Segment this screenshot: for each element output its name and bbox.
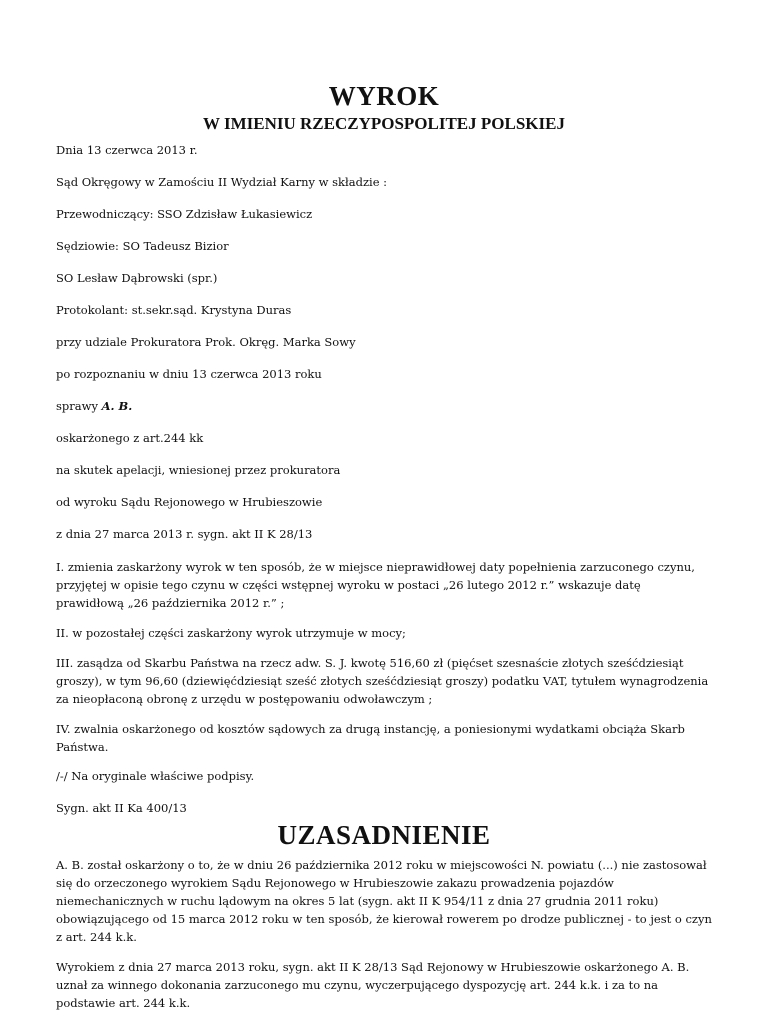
ruling-iv: IV. zwalnia oskarżonego od kosztów sądowych za drugą instancję, a poniesionymi wydatkami obciąża Skarb Państwa. [56,722,685,754]
judges: Sędziowie: SO Tadeusz Bizior [56,239,229,253]
judgment-date: Dnia 13 czerwca 2013 r. [56,143,198,157]
accused-name: A. B. [101,399,133,413]
case-prefix: sprawy [56,399,102,413]
charge: oskarżonego z art.244 kk [56,431,204,445]
ruling-i: I. zmienia zaskarżony wyrok w ten sposób, że w miejsce nieprawidłowej daty popełnienia zarzuconego czynu, przyjętej w opisie tego czynu w części wstępnej wyroku w postaci „26 lutego 2012 r.” wskazuje datę prawidłową „26 października 2012 r.” ; [56,560,695,610]
document-title: WYROK [328,81,440,111]
justification-paragraph-2: Wyrokiem z dnia 27 marca 2013 roku, sygn. akt II K 28/13 Sąd Rejonowy w Hrubieszowie oskarżonego A. B. uznał za winnego dokonania zarzuconego mu czynu, wyczerpującego dyspozycję art. 244 k.k. i za to na podstawie art. 244 k.k. [56,960,690,1010]
ruling-ii: II. w pozostałej części zaskarżony wyrok utrzymuje w mocy; [56,626,406,640]
lower-court: od wyroku Sądu Rejonowego w Hrubieszowie [56,495,323,509]
justification-paragraph-1: A. B. został oskarżony o to, że w dniu 26 października 2012 roku w miejscowości N. powiatu (...) nie zastosował się do orzeczonego wyrokiem Sądu Rejonowego w Hrubieszowie zakazu prowadzenia pojazdów niemechanicznych w ruchu lądowym na okres 5 lat (sygn. akt II K 954/11 z dnia 27 grudnia 2011 roku) obowiązującego od 15 marca 2012 roku w ten sposób, że kierował rowerem po drodze publicznej - to jest o czyn z art. 244 k.k. [56,858,712,944]
court-clerk: Protokolant: st.sekr.sąd. Krystyna Duras [56,303,292,317]
ruling-iii: III. zasądza od Skarbu Państwa na rzecz adw. S. J. kwotę 516,60 zł (pięćset szesnaście złotych sześćdziesiąt groszy), w tym 96,60 (dziewięćdziesiąt sześć złotych sześćdziesiąt groszy) podatku VAT, tytułem wynagrodzenia za nieopłaconą obronę z urzędu w postępowaniu odwoławczym ; [56,656,709,706]
document-subtitle: W IMIENIU RZECZYPOSPOLITEJ POLSKIEJ [203,114,565,133]
presiding-judge: Przewodniczący: SSO Zdzisław Łukasiewicz [56,207,313,221]
document-page [56,80,712,1024]
hearing-date: po rozpoznaniu w dniu 13 czerwca 2013 roku [56,367,322,381]
judge-rapporteur: SO Lesław Dąbrowski (spr.) [56,271,218,285]
case-of-accused [56,398,712,414]
signatures-note: /-/ Na oryginale właściwe podpisy. [56,769,255,783]
case-number: Sygn. akt II Ka 400/13 [56,801,187,815]
justification-heading: UZASADNIENIE [277,820,491,850]
lower-court-reference: z dnia 27 marca 2013 r. sygn. akt II K 28/13 [56,527,313,541]
prosecutor: przy udziale Prokuratora Prok. Okręg. Marka Sowy [56,335,356,349]
appeal-note: na skutek apelacji, wniesionej przez prokuratora [56,463,341,477]
court-composition: Sąd Okręgowy w Zamościu II Wydział Karny w składzie : [56,175,388,189]
